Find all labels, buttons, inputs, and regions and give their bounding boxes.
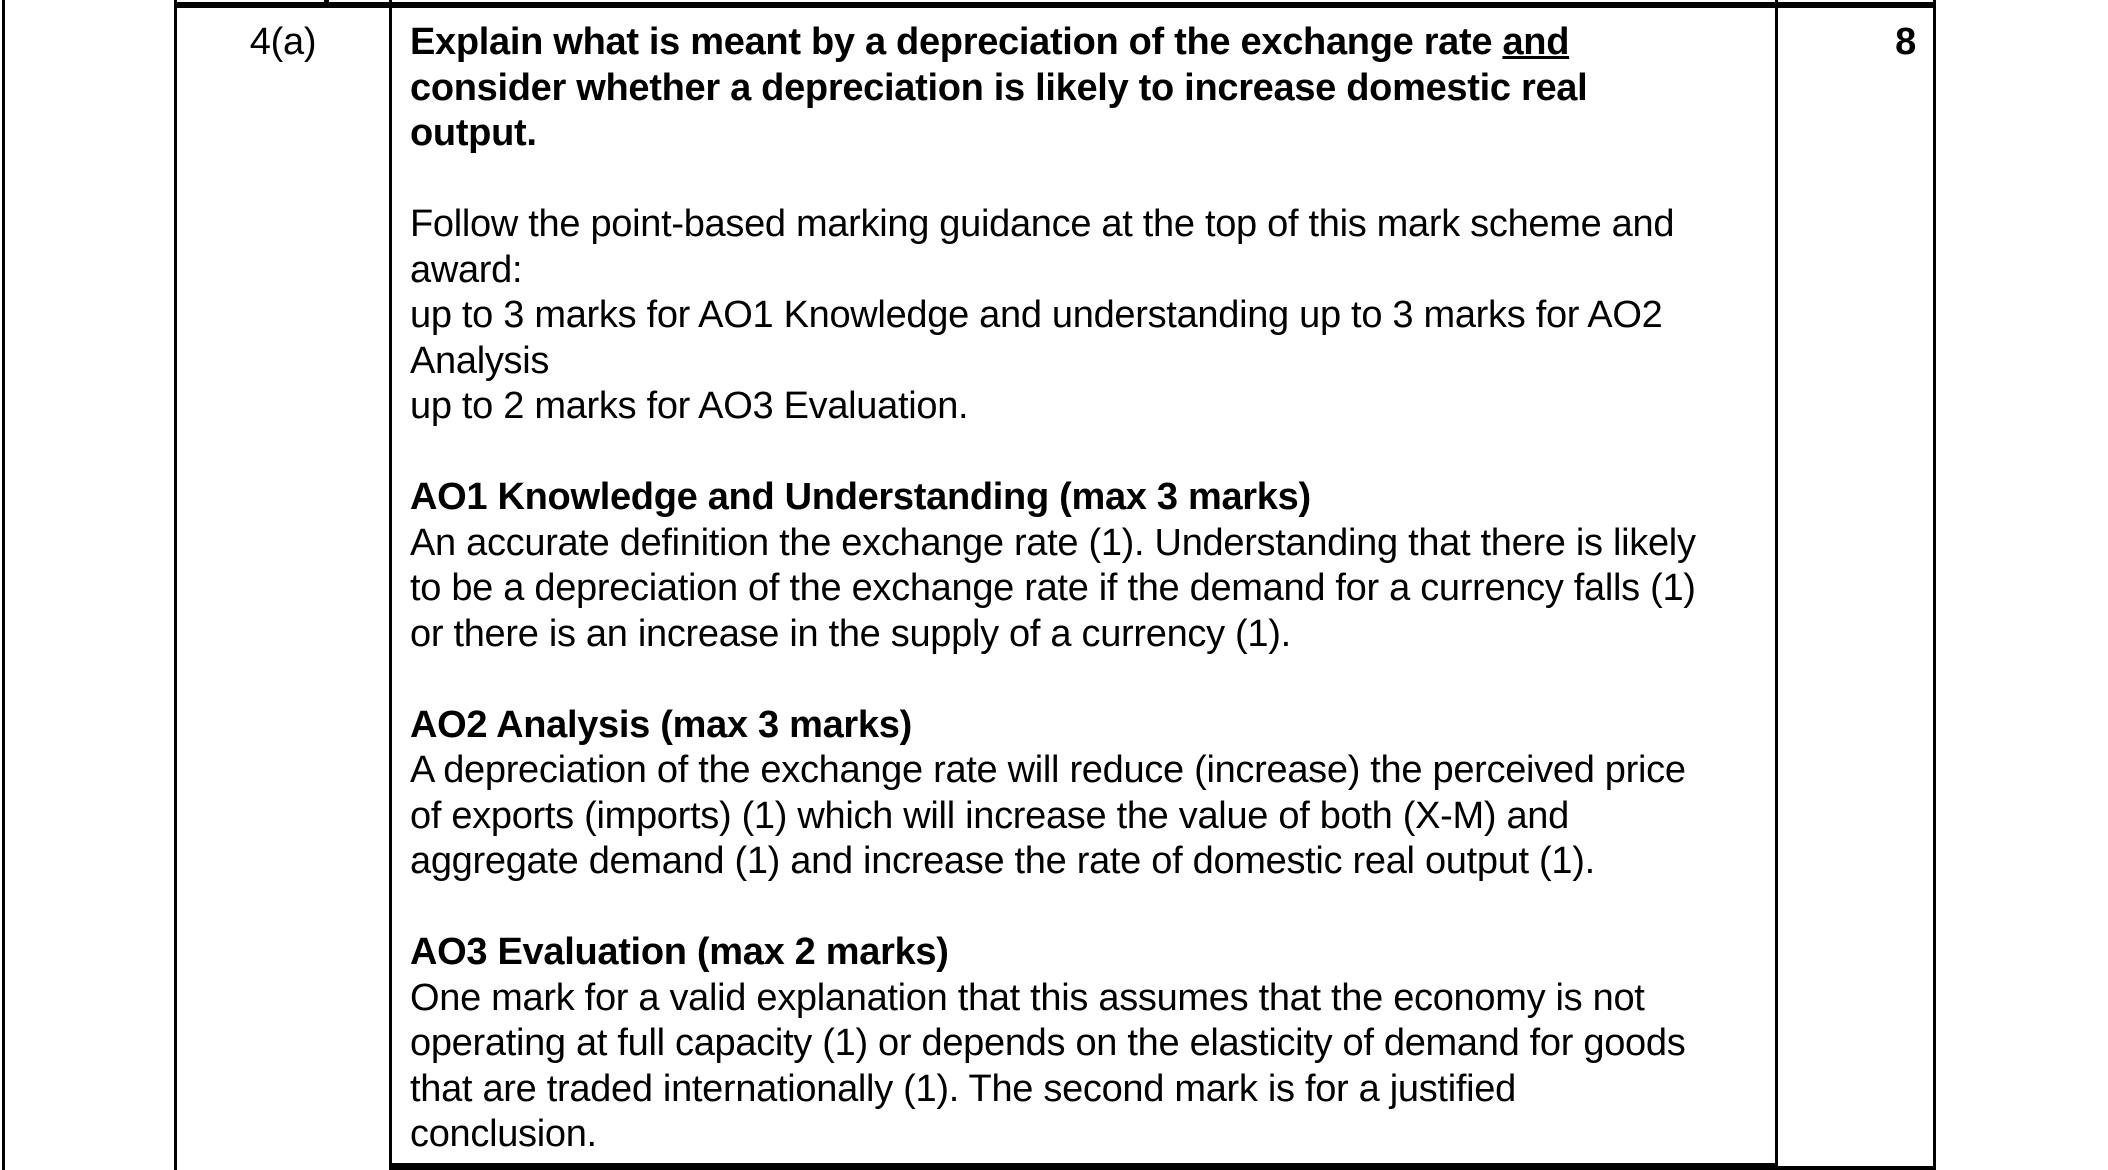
text-line: A depreciation of the exchange rate will reduce (increase) the perceived price bbox=[410, 749, 1686, 791]
marks-value: 8 bbox=[1895, 21, 1916, 63]
question-number: 4(a) bbox=[249, 21, 317, 63]
guidance-paragraph bbox=[410, 930, 1753, 1158]
prompt-line-3: output. bbox=[410, 112, 537, 154]
text-line: up to 3 marks for AO1 Knowledge and understanding up to 3 marks for AO2 bbox=[410, 294, 1663, 336]
section-title: AO1 Knowledge and Understanding (max 3 marks) bbox=[410, 476, 1311, 518]
table-border-left bbox=[174, 0, 177, 1170]
question-prompt bbox=[410, 20, 1753, 157]
guidance-paragraph bbox=[410, 202, 1753, 430]
text-line: aggregate demand (1) and increase the rate of domestic real output (1). bbox=[410, 840, 1595, 882]
answer-cell bbox=[392, 8, 1775, 1170]
section-title: AO3 Evaluation (max 2 marks) bbox=[410, 931, 949, 973]
text-line: operating at full capacity (1) or depends on the elasticity of demand for goods bbox=[410, 1022, 1686, 1064]
text-line: One mark for a valid explanation that this assumes that the economy is not bbox=[410, 976, 1645, 1019]
text-line: Follow the point-based marking guidance at the top of this mark scheme and bbox=[410, 203, 1675, 245]
page-edge-line bbox=[2, 0, 5, 1170]
column-divider-answer-marks bbox=[1775, 0, 1778, 1170]
text-line: of exports (imports) (1) which will increase the value of both (X-M) and bbox=[410, 794, 1569, 837]
marks-cell bbox=[1778, 8, 1933, 66]
text-line: to be a depreciation of the exchange rate if the demand for a currency falls (1) bbox=[410, 567, 1696, 609]
guidance-paragraph bbox=[410, 703, 1753, 885]
guidance-paragraph bbox=[410, 475, 1753, 657]
table-border-right bbox=[1933, 0, 1936, 1170]
text-line: up to 2 marks for AO3 Evaluation. bbox=[410, 385, 969, 427]
text-line: award: bbox=[410, 248, 523, 291]
prompt-text: Explain what is meant by a depreciation of the exchange rate bbox=[410, 21, 1503, 63]
text-line: or there is an increase in the supply of a currency (1). bbox=[410, 612, 1291, 655]
previous-row-divider-remnant bbox=[324, 0, 329, 8]
text-line: that are traded internationally (1). The second mark is for a justified bbox=[410, 1067, 1516, 1110]
text-line: Analysis bbox=[410, 339, 550, 382]
prompt-line-2: consider whether a depreciation is likely to increase domestic real bbox=[410, 66, 1588, 109]
text-line: conclusion. bbox=[410, 1113, 597, 1155]
section-title: AO2 Analysis (max 3 marks) bbox=[410, 703, 912, 746]
row-border-bottom-marks bbox=[1778, 1166, 1936, 1170]
prompt-underlined-word: and bbox=[1502, 21, 1570, 63]
prompt-line-1 bbox=[410, 20, 1753, 66]
text-line: An accurate definition the exchange rate (1). Understanding that there is likely bbox=[410, 521, 1696, 564]
question-number-cell bbox=[177, 8, 389, 66]
